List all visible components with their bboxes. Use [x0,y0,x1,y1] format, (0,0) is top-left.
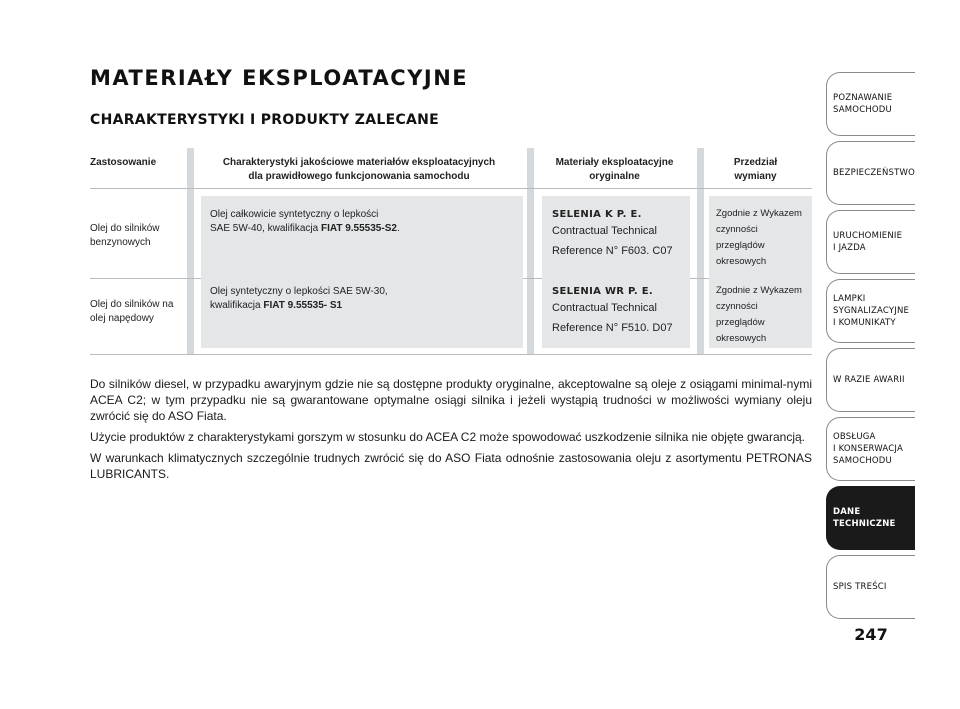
header-divider [90,188,812,189]
product-cell [542,275,690,348]
tab-poznawanie-samochodu[interactable]: POZNAWANIE SAMOCHODU [826,72,915,136]
table-bottom-rule [90,354,812,355]
interval-cell [709,196,812,275]
product-line: Contractual Technical [552,225,657,237]
interval-text: Zgodnie z Wykazem czynności przeglądów okresowych [716,285,802,344]
spec-text: Olej syntetyczny o lepkości SAE 5W-30, kwalifikacja FIAT 9.55535- S1 [210,286,388,311]
spec-cell [201,196,523,275]
header-specification: Charakterystyki jakościowe materiałów eksploatacyjnych dla prawidłowego funkcjonowania samochodu [222,157,496,182]
interval-cell [709,275,812,348]
spec-text: Olej całkowicie syntetyczny o lepkości SAE 5W-40, kwalifikacja FIAT 9.55535-S2. [210,209,400,234]
column-separator [527,148,534,355]
fiat-spec-code: FIAT 9.55535- S1 [263,300,343,311]
row-application: Olej do silników benzynowych [90,223,160,248]
product-cell [542,196,690,275]
lubricants-table [90,148,812,355]
tab-lampki-sygnalizacyjne[interactable]: LAMPKI SYGNALIZACYJNE I KOMUNIKATY [826,279,915,343]
paragraph: Do silników diesel, w przypadku awaryjnym gdzie nie są dostępne produkty oryginalne, akceptowalne są oleje z osiągami minimal-nymi ACEA C2; w tym przypadku nie są gwarantowane optymalne osiągi silnika i jeżeli wystąpią trudności w możliwości wymiany oleju zwrócić się do ASO Fiata. [90,377,812,423]
paragraph: W warunkach klimatycznych szczególnie trudnych zwrócić się do ASO Fiata odnośnie zastosowania oleju z asortymentu PETRONAS LUBRICANTS. [90,451,812,481]
product-block [552,283,673,336]
tab-spis-tresci[interactable]: SPIS TREŚCI [826,555,915,619]
section-subtitle: CHARAKTERYSTYKI I PRODUKTY ZALECANE [90,112,440,128]
header-original-products: Materiały eksploatacyjne oryginalne [555,157,674,182]
interval-text: Zgodnie z Wykazem czynności przeglądów okresowych [716,208,802,267]
page-number: 247 [854,625,888,644]
spec-cell [201,275,523,348]
column-separator [697,148,704,355]
header-application: Zastosowanie [90,157,157,168]
tab-w-razie-awarii[interactable]: W RAZIE AWARII [826,348,915,412]
product-reference: Reference N° F603. C07 [552,245,673,257]
tab-dane-techniczne[interactable]: DANE TECHNICZNE [826,486,915,550]
tab-bezpieczenstwo[interactable]: BEZPIECZEŃSTWO [826,141,915,205]
product-name: SELENIA K P. E. [552,209,642,220]
row-application: Olej do silników na olej napędowy [90,299,174,324]
column-separator [187,148,194,355]
product-name: SELENIA WR P. E. [552,286,653,297]
product-line: Contractual Technical [552,302,657,314]
product-block [552,206,673,259]
notes-text [90,376,812,487]
tab-obsluga-i-konserwacja[interactable]: OBSŁUGA I KONSERWACJA SAMOCHODU [826,417,915,481]
paragraph: Użycie produktów z charakterystykami gorszym w stosunku do ACEA C2 może spowodować uszkodzenie silnika nie objęte gwarancją. [90,430,805,444]
fiat-spec-code: FIAT 9.55535-S2 [320,223,397,234]
page-title: MATERIAŁY EKSPLOATACYJNE [90,66,469,90]
tab-uruchomienie-i-jazda[interactable]: URUCHOMIENIE I JAZDA [826,210,915,274]
product-reference: Reference N° F510. D07 [552,322,673,334]
header-interval: Przedział wymiany [733,157,778,182]
